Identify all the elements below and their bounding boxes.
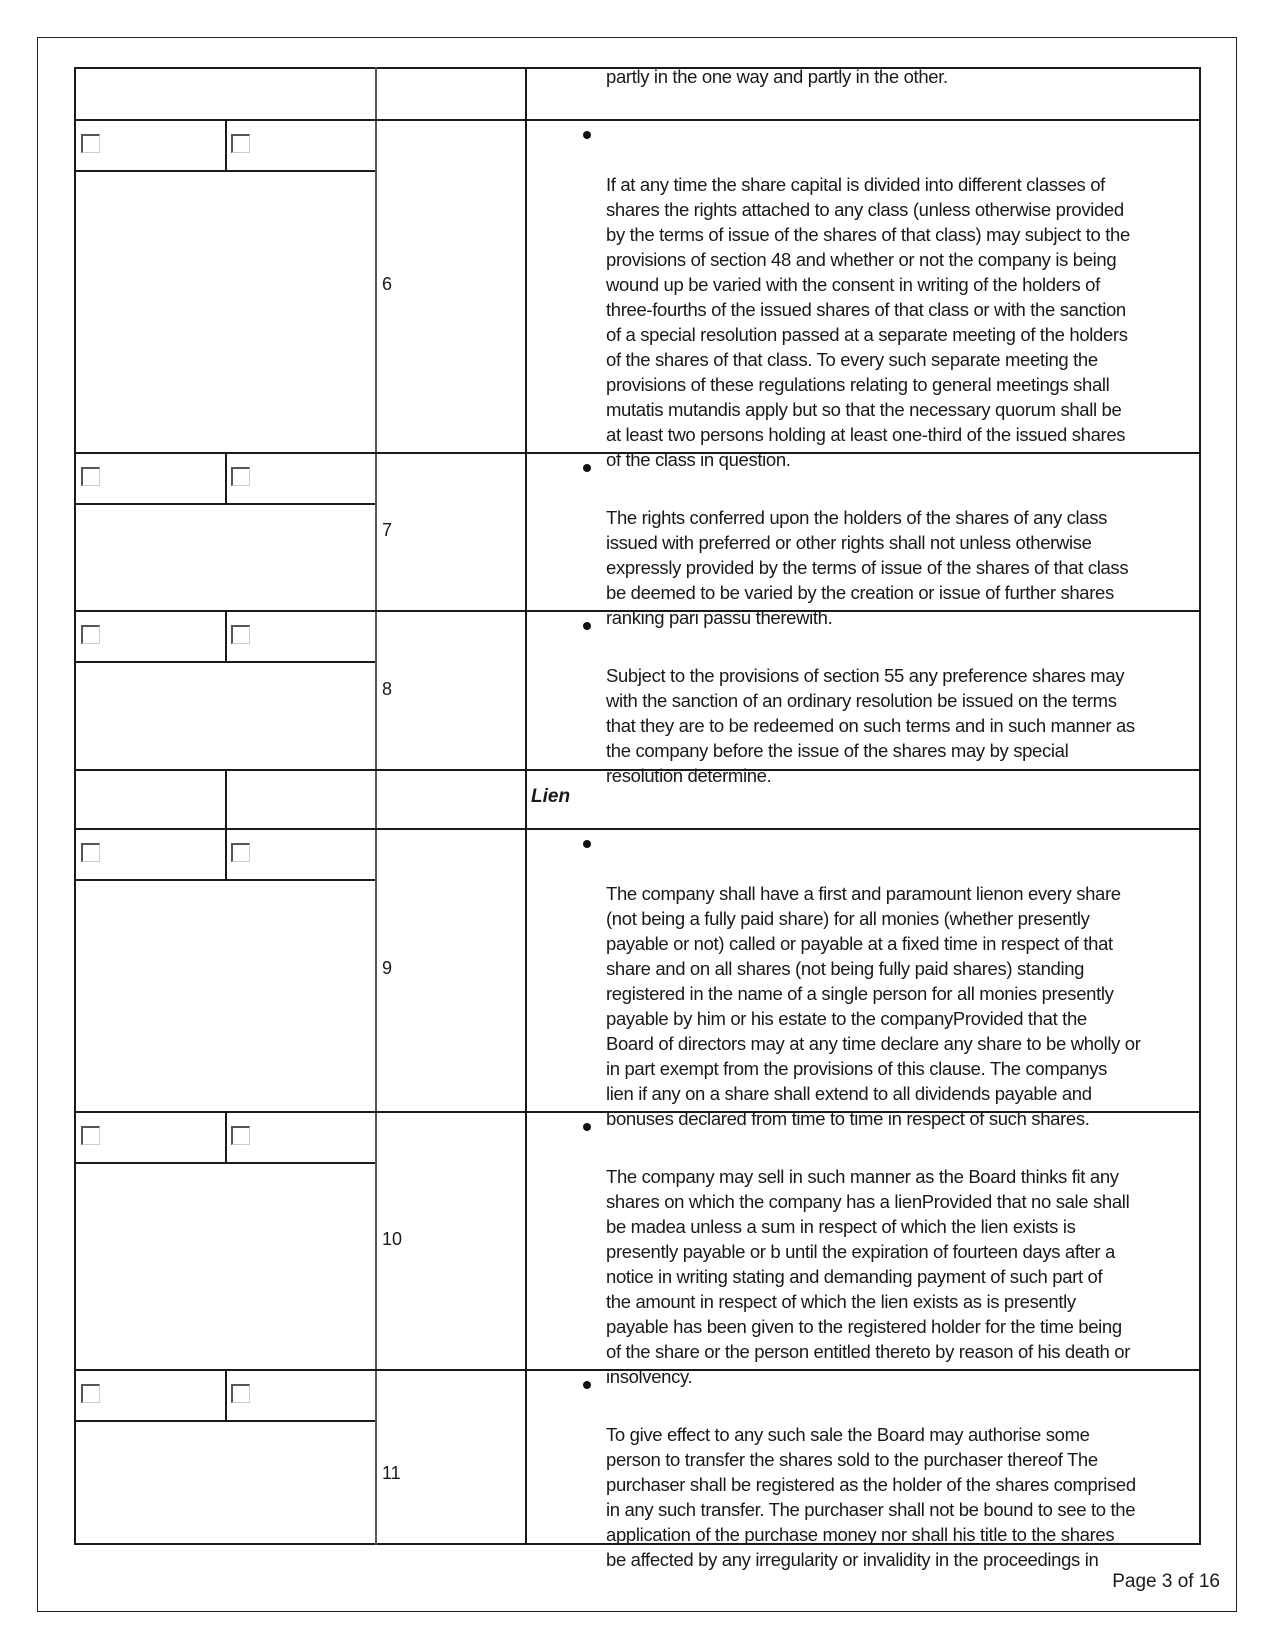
checkbox-row9-a[interactable]	[81, 843, 100, 862]
clause-number: 8	[382, 679, 393, 699]
column-divider-number	[375, 67, 377, 1545]
checkbox-row11-a[interactable]	[81, 1384, 100, 1403]
clause-text-7: The rights conferred upon the holders of the shares of any class issued with preferred or other rights shall not unless otherwise expressly provided by the terms of issue of the shares of that class be deemed to be varied by the creation or issue of further shares ranking pari passu therewith.	[606, 507, 1129, 628]
clause-number: 11	[382, 1463, 401, 1483]
clause-text-6: If at any time the share capital is divided into different classes of shares the rights attached to any class (unless otherwise provided by the terms of issue of the shares of that class) may subject to the provisions of section 48 and whether or not the company is being wound up be varied with the consent in writing of the holders of three-fourths of the issued shares of that class or with the sanction of a special resolution passed at a separate meeting of the holders of the shares of that class. To every such separate meeting the provisions of these regulations relating to general meetings shall mutatis mutandis apply but so that the necessary quorum shall be at least two persons holding at least one-third of the issued shares of the class in question.	[606, 174, 1130, 470]
page-number: Page 3 of 16	[1112, 1571, 1220, 1592]
bullet-icon	[583, 464, 591, 472]
clause-text-10: The company may sell in such manner as the Board thinks fit any shares on which the company has a lienProvided that no sale shall be madea unless a sum in respect of which the lien exists is presently payable or b until the expiration of fourteen days after a notice in writing stating and demanding payment of such part of the amount in respect of which the lien exists as is presently payable has been given to the registered holder for the time being of the share or the person entitled thereto by reason of his death or insolvency.	[606, 1166, 1131, 1387]
checkbox-row6-a[interactable]	[81, 134, 100, 153]
checkbox-row7-b[interactable]	[231, 467, 250, 486]
clause-number: 7	[382, 520, 393, 540]
checkbox-divider	[225, 828, 227, 879]
clause-number: 9	[382, 958, 393, 978]
checkbox-row-divider	[74, 1162, 375, 1164]
checkbox-row-divider	[74, 1420, 375, 1422]
bullet-icon	[583, 1123, 591, 1131]
checkbox-divider	[225, 119, 227, 170]
checkbox-row-divider	[74, 661, 375, 663]
row-divider	[74, 828, 1201, 830]
clause-text-8: Subject to the provisions of section 55 any preference shares may with the sanction of an ordinary resolution be issued on the terms that they are to be redeemed on such terms and in such manner as the company before the issue of the shares may by special resolution determine.	[606, 665, 1135, 786]
section-heading-lien: Lien	[531, 786, 571, 807]
checkbox-divider	[225, 1111, 227, 1162]
row-divider	[74, 119, 1201, 121]
column-divider-text	[525, 67, 527, 1545]
checkbox-row10-a[interactable]	[81, 1126, 100, 1145]
clause-text-9: The company shall have a first and paramount lienon every share (not being a fully paid share) for all monies (whether presently payable or not) called or payable at a fixed time in respect of that share and on all shares (not being fully paid shares) standing registered in the name of a single person for all monies presently payable by him or his estate to the companyProvided that the Board of directors may at any time declare any share to be wholly or in part exempt from the provisions of this clause. The companys lien if any on a share shall extend to all dividends payable and bonuses declared from time to time in respect of such shares.	[606, 883, 1141, 1129]
checkbox-divider	[225, 452, 227, 503]
bullet-icon	[583, 840, 591, 848]
checkbox-divider	[225, 769, 227, 828]
checkbox-divider	[225, 1369, 227, 1420]
checkbox-row-divider	[74, 170, 375, 172]
checkbox-divider	[225, 610, 227, 661]
checkbox-row9-b[interactable]	[231, 843, 250, 862]
checkbox-row10-b[interactable]	[231, 1126, 250, 1145]
checkbox-row8-a[interactable]	[81, 625, 100, 644]
clause-text-11: To give effect to any such sale the Board may authorise some person to transfer the shares sold to the purchaser thereof The purchaser shall be registered as the holder of the shares comprised in any such transfer. The purchaser shall not be bound to see to the application of the purchase money nor shall his title to the shares be affected by any irregularity or invalidity in the proceedings in	[606, 1424, 1136, 1570]
clause-number: 10	[382, 1229, 403, 1249]
bullet-icon	[583, 622, 591, 630]
clause-number: 6	[382, 274, 393, 294]
continuation-text: partly in the one way and partly in the other.	[606, 66, 948, 87]
bullet-icon	[583, 1381, 591, 1389]
checkbox-row-divider	[74, 503, 375, 505]
checkbox-row8-b[interactable]	[231, 625, 250, 644]
bullet-icon	[583, 131, 591, 139]
checkbox-row7-a[interactable]	[81, 467, 100, 486]
checkbox-row-divider	[74, 879, 375, 881]
checkbox-row6-b[interactable]	[231, 134, 250, 153]
checkbox-row11-b[interactable]	[231, 1384, 250, 1403]
